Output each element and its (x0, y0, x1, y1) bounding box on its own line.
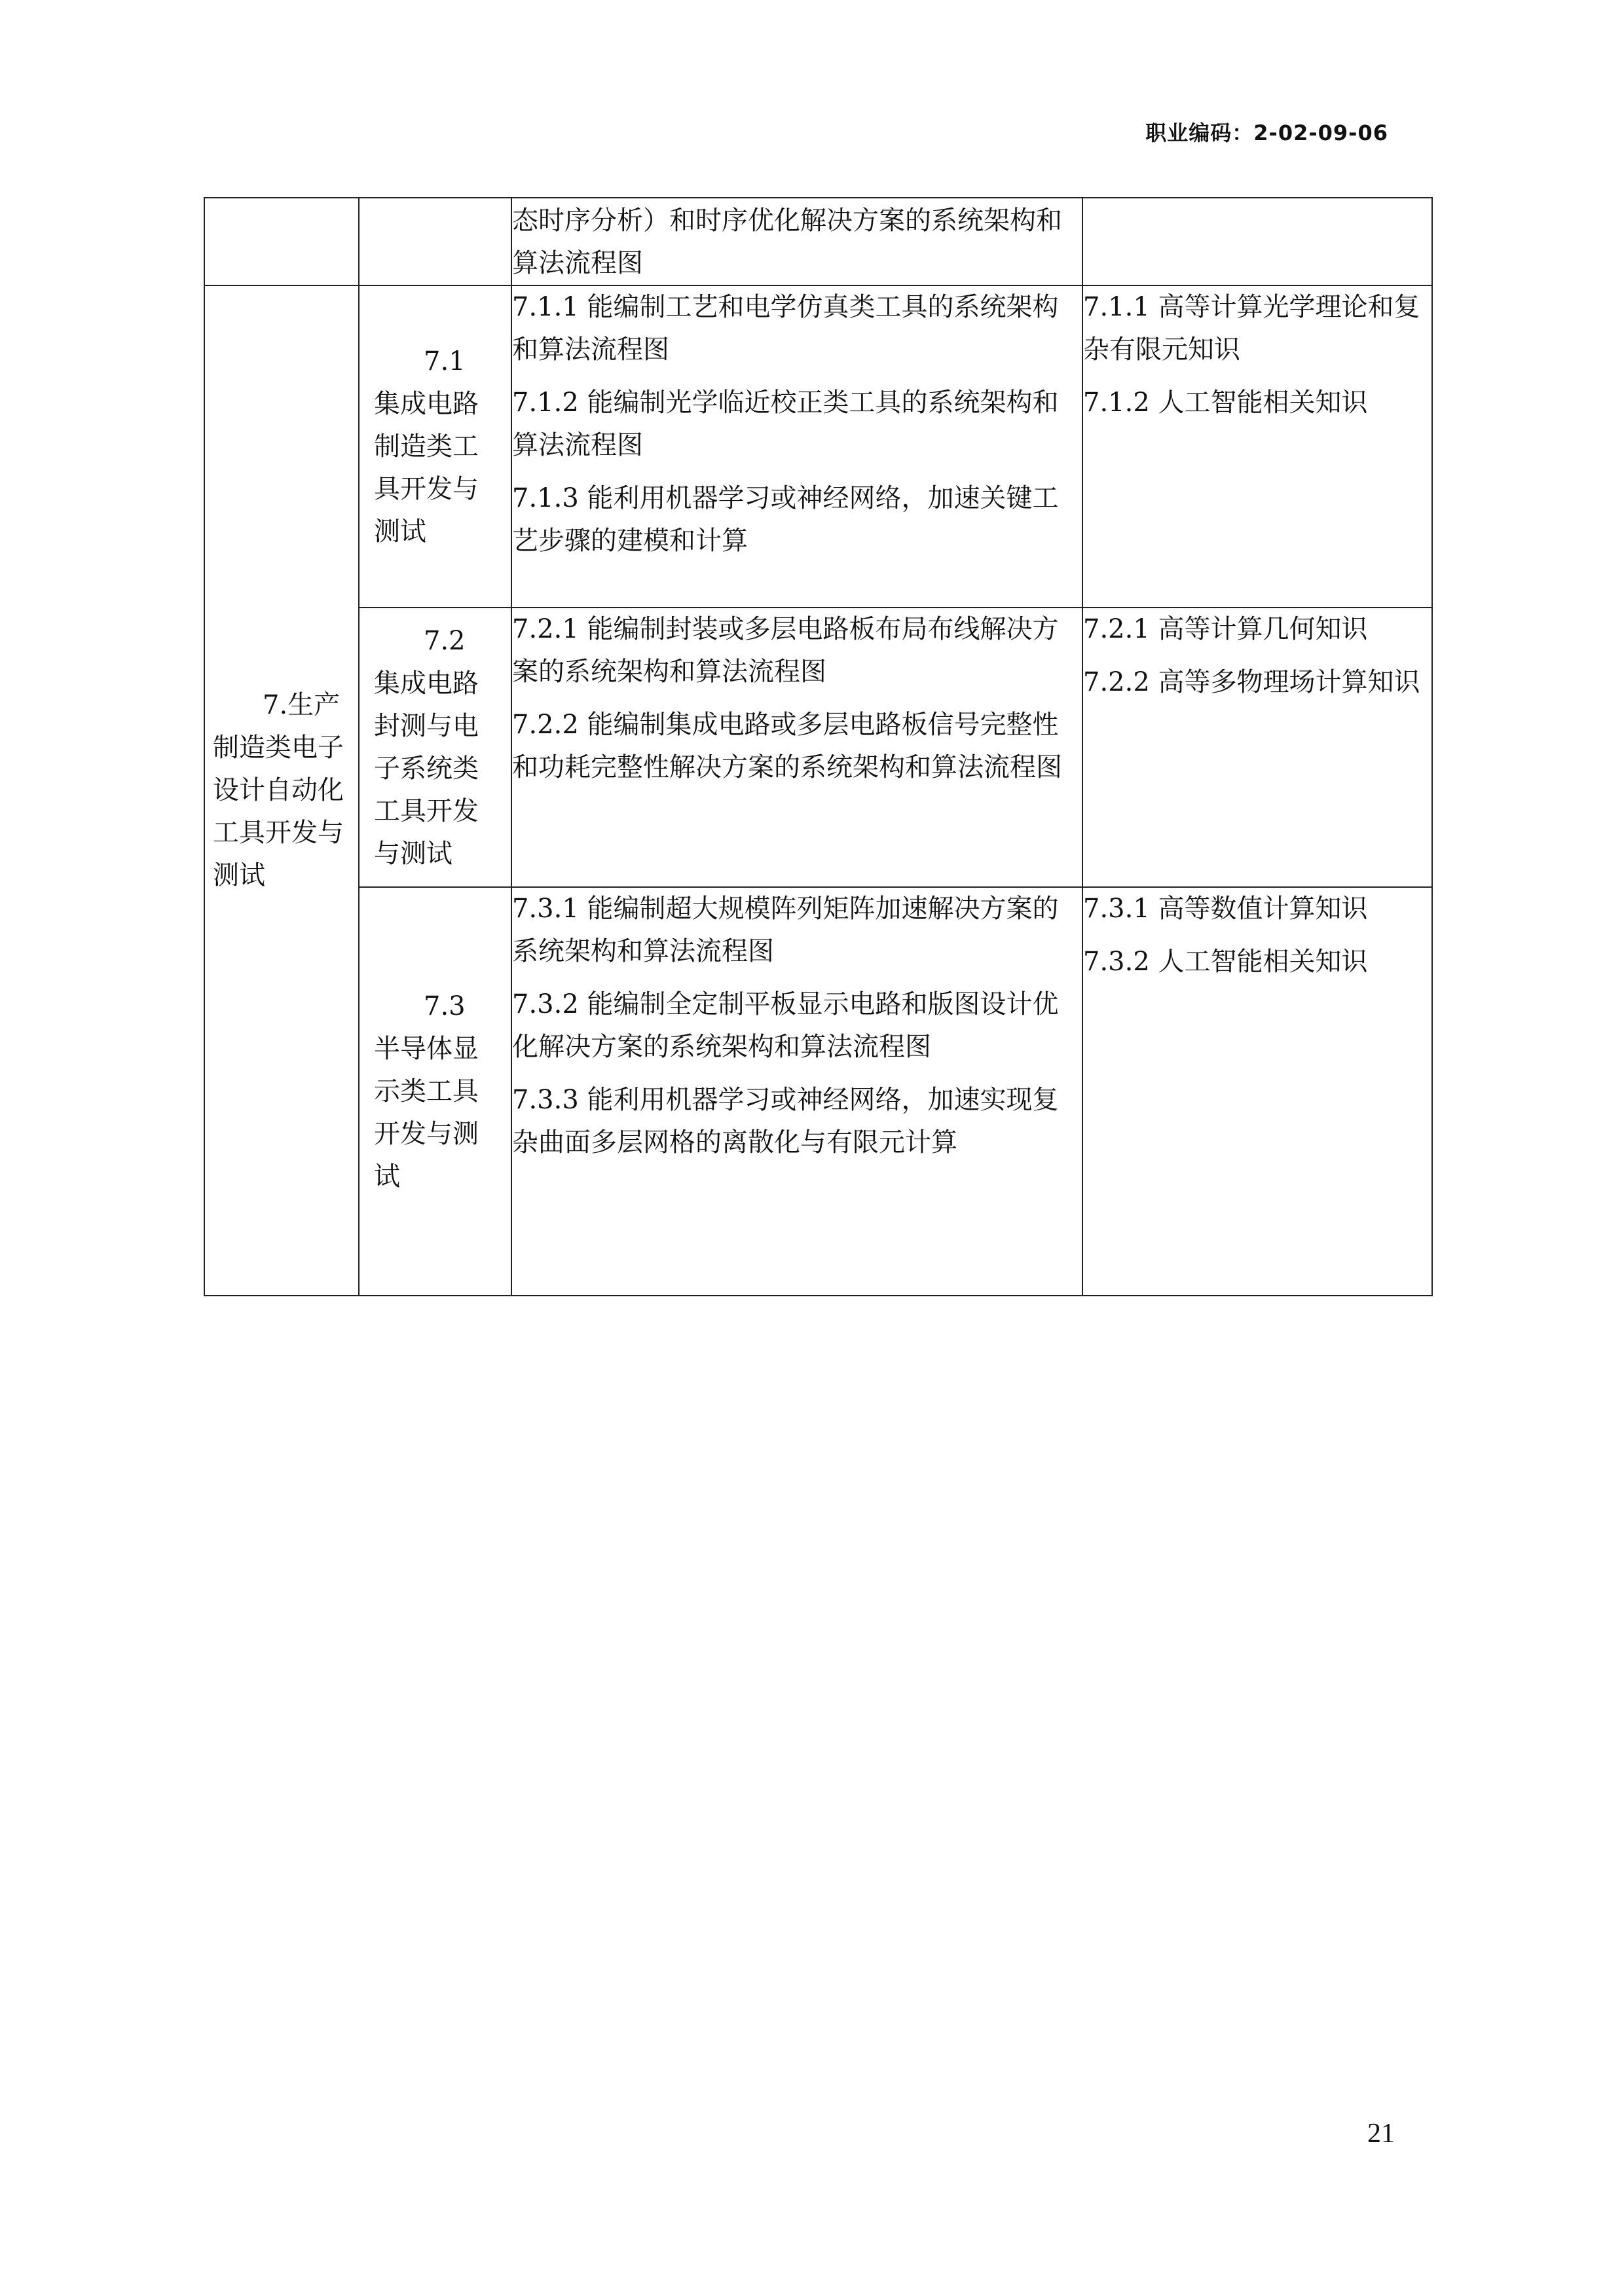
subsection-label: 7.1 集成电路制造类工具开发与测试 (374, 346, 479, 547)
skill-item: 7.3.1 能编制超大规模阵列矩阵加速解决方案的系统架构和算法流程图 (512, 894, 1059, 966)
skill-item: 7.3.2 能编制全定制平板显示电路和版图设计优化解决方案的系统架构和算法流程图 (512, 989, 1059, 1062)
cell-knowledge (1082, 887, 1432, 1296)
cell-empty (359, 198, 511, 285)
table-row-7-1 (204, 285, 1432, 608)
table-row-7-2 (204, 608, 1432, 887)
knowledge-item: 7.2.1 高等计算几何知识 (1083, 614, 1368, 644)
skill-item: 7.2.2 能编制集成电路或多层电路板信号完整性和功耗完整性解决方案的系统架构和算法流程图 (512, 710, 1062, 782)
subsection-label: 7.2 集成电路封测与电子系统类工具开发与测试 (374, 625, 479, 869)
skill-item: 7.1.1 能编制工艺和电学仿真类工具的系统架构和算法流程图 (512, 292, 1059, 365)
page-number: 21 (1367, 2119, 1395, 2149)
cell-skills (511, 285, 1082, 608)
cell-subsection-label (359, 608, 511, 887)
occupation-code: 职业编码：2-02-09-06 (1145, 120, 1388, 145)
cell-subsection-label (359, 285, 511, 608)
knowledge-item: 7.1.1 高等计算光学理论和复杂有限元知识 (1083, 292, 1420, 365)
cell-knowledge (1082, 285, 1432, 608)
cell-section-label (204, 285, 359, 1296)
table-row-continuation (204, 198, 1432, 285)
cell-empty (1082, 198, 1432, 285)
knowledge-item: 7.1.2 人工智能相关知识 (1083, 388, 1368, 418)
subsection-label: 7.3 半导体显示类工具开发与测试 (374, 991, 479, 1192)
cell-skills (511, 887, 1082, 1296)
skill-item: 7.2.1 能编制封装或多层电路板布局布线解决方案的系统架构和算法流程图 (512, 614, 1059, 687)
cell-knowledge (1082, 608, 1432, 887)
cell-skills (511, 608, 1082, 887)
skill-item: 7.1.2 能编制光学临近校正类工具的系统架构和算法流程图 (512, 388, 1059, 460)
knowledge-item: 7.2.2 高等多物理场计算知识 (1083, 667, 1420, 697)
skills-table (204, 197, 1433, 1296)
skill-item: 7.1.3 能利用机器学习或神经网络，加速关键工艺步骤的建模和计算 (512, 483, 1059, 556)
cell-subsection-label (359, 887, 511, 1296)
cell-skill-continuation (511, 198, 1082, 285)
cell-empty (204, 198, 359, 285)
skill-item: 7.3.3 能利用机器学习或神经网络，加速实现复杂曲面多层网格的离散化与有限元计算 (512, 1085, 1059, 1157)
skill-text: 态时序分析）和时序优化解决方案的系统架构和算法流程图 (512, 206, 1062, 278)
table-row-7-3 (204, 887, 1432, 1296)
section-label: 7.生产制造类电子设计自动化工具开发与测试 (213, 690, 344, 890)
knowledge-item: 7.3.2 人工智能相关知识 (1083, 947, 1368, 977)
knowledge-item: 7.3.1 高等数值计算知识 (1083, 894, 1368, 924)
